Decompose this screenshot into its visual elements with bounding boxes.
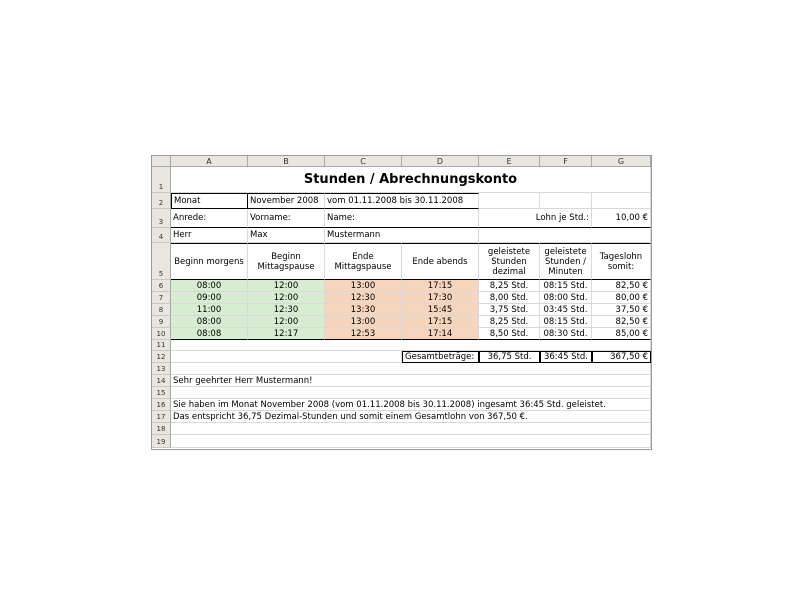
table-cell[interactable]: 13:00 (325, 316, 402, 328)
row-header-6[interactable]: 6 (152, 280, 171, 292)
row-header-13[interactable]: 13 (152, 363, 171, 375)
table-cell[interactable]: 13:30 (325, 304, 402, 316)
table-cell[interactable]: 12:00 (248, 280, 325, 292)
cell-f2[interactable] (540, 193, 592, 209)
row-header-16[interactable]: 16 (152, 399, 171, 411)
row-header-15[interactable]: 15 (152, 387, 171, 399)
date-range-cell[interactable]: vom 01.11.2008 bis 30.11.2008 (325, 193, 479, 209)
table-cell[interactable]: 08:30 Std. (540, 328, 592, 340)
table-cell[interactable]: 8,50 Std. (479, 328, 540, 340)
table-cell[interactable]: 82,50 € (592, 280, 651, 292)
row-header-7[interactable]: 7 (152, 292, 171, 304)
table-cell[interactable]: 17:14 (402, 328, 479, 340)
lohn-label-cell[interactable]: Lohn je Std.: (479, 209, 592, 228)
table-cell[interactable]: 09:00 (171, 292, 248, 304)
monat-label-cell[interactable]: Monat (171, 193, 248, 209)
table-cell[interactable]: 12:30 (248, 304, 325, 316)
total-lohn-cell[interactable]: 367,50 € (592, 351, 651, 363)
column-header-d[interactable]: D (402, 156, 479, 167)
table-cell[interactable]: 13:00 (325, 280, 402, 292)
anrede-value-cell[interactable]: Herr (171, 228, 248, 243)
header-beginn-mittagspause[interactable]: Beginn Mittagspause (248, 243, 325, 280)
table-cell[interactable]: 12:00 (248, 316, 325, 328)
table-cell[interactable]: 8,25 Std. (479, 280, 540, 292)
table-cell[interactable]: 08:08 (171, 328, 248, 340)
empty-row-18[interactable] (171, 423, 651, 435)
summary-line-17[interactable]: Das entspricht 36,75 Dezimal-Stunden und somit einem Gesamtlohn von 367,50 €. (171, 411, 651, 423)
cell-e2[interactable] (479, 193, 540, 209)
table-cell[interactable]: 03:45 Std. (540, 304, 592, 316)
row-header-11[interactable]: 11 (152, 340, 171, 351)
row-header-8[interactable]: 8 (152, 304, 171, 316)
row-header-3[interactable]: 3 (152, 209, 171, 228)
select-all-corner[interactable] (152, 156, 171, 167)
name-label-cell[interactable]: Name: (325, 209, 479, 228)
column-header-f[interactable]: F (540, 156, 592, 167)
column-header-g[interactable]: G (592, 156, 651, 167)
table-cell[interactable]: 37,50 € (592, 304, 651, 316)
lohn-value-cell[interactable]: 10,00 € (592, 209, 651, 228)
table-cell[interactable]: 08:00 Std. (540, 292, 592, 304)
anrede-label-cell[interactable]: Anrede: (171, 209, 248, 228)
column-header-e[interactable]: E (479, 156, 540, 167)
row-header-9[interactable]: 9 (152, 316, 171, 328)
cell-g2[interactable] (592, 193, 651, 209)
table-cell[interactable]: 08:15 Std. (540, 280, 592, 292)
header-stunden-dezimal[interactable]: geleistete Stunden dezimal (479, 243, 540, 280)
name-value-cell[interactable]: Mustermann (325, 228, 479, 243)
column-header-b[interactable]: B (248, 156, 325, 167)
total-minuten-cell[interactable]: 36:45 Std. (540, 351, 592, 363)
table-cell[interactable]: 08:15 Std. (540, 316, 592, 328)
totals-label-cell[interactable]: Gesamtbeträge: (402, 351, 479, 363)
empty-row-19[interactable] (171, 435, 651, 448)
empty-row-11[interactable] (171, 340, 651, 351)
summary-line-16[interactable]: Sie haben im Monat November 2008 (vom 01.11.2008 bis 30.11.2008) ingesamt 36:45 Std. geleistet. (171, 399, 651, 411)
row-header-1[interactable]: 1 (152, 167, 171, 193)
table-cell[interactable]: 11:00 (171, 304, 248, 316)
table-cell[interactable]: 12:00 (248, 292, 325, 304)
table-cell[interactable]: 15:45 (402, 304, 479, 316)
cell-e4[interactable] (479, 228, 651, 243)
header-tageslohn[interactable]: Tageslohn somit: (592, 243, 651, 280)
header-ende-mittagspause[interactable]: Ende Mittagspause (325, 243, 402, 280)
row-header-14[interactable]: 14 (152, 375, 171, 387)
table-cell[interactable]: 8,00 Std. (479, 292, 540, 304)
table-cell[interactable]: 17:30 (402, 292, 479, 304)
table-cell[interactable]: 85,00 € (592, 328, 651, 340)
row-header-17[interactable]: 17 (152, 411, 171, 423)
row-header-19[interactable]: 19 (152, 435, 171, 448)
vorname-value-cell[interactable]: Max (248, 228, 325, 243)
sheet-title: Stunden / Abrechnungskonto (171, 167, 651, 193)
monat-value-cell[interactable]: November 2008 (248, 193, 325, 209)
row-header-5[interactable]: 5 (152, 243, 171, 280)
empty-totals-lead[interactable] (171, 351, 402, 363)
row-header-2[interactable]: 2 (152, 193, 171, 209)
row-header-10[interactable]: 10 (152, 328, 171, 340)
row-header-18[interactable]: 18 (152, 423, 171, 435)
spreadsheet-grid (151, 155, 652, 450)
table-cell[interactable]: 12:53 (325, 328, 402, 340)
table-cell[interactable]: 08:00 (171, 280, 248, 292)
empty-row-13[interactable] (171, 363, 651, 375)
row-header-12[interactable]: 12 (152, 351, 171, 363)
row-header-4[interactable]: 4 (152, 228, 171, 243)
header-beginn-morgens[interactable]: Beginn morgens (171, 243, 248, 280)
header-ende-abends[interactable]: Ende abends (402, 243, 479, 280)
column-header-a[interactable]: A (171, 156, 248, 167)
vorname-label-cell[interactable]: Vorname: (248, 209, 325, 228)
table-cell[interactable]: 12:30 (325, 292, 402, 304)
header-stunden-minuten[interactable]: geleistete Stunden / Minuten (540, 243, 592, 280)
greeting-cell[interactable]: Sehr geehrter Herr Mustermann! (171, 375, 651, 387)
column-header-c[interactable]: C (325, 156, 402, 167)
table-cell[interactable]: 17:15 (402, 316, 479, 328)
empty-row-15[interactable] (171, 387, 651, 399)
table-cell[interactable]: 80,00 € (592, 292, 651, 304)
table-cell[interactable]: 8,25 Std. (479, 316, 540, 328)
table-cell[interactable]: 82,50 € (592, 316, 651, 328)
table-cell[interactable]: 12:17 (248, 328, 325, 340)
table-cell[interactable]: 08:00 (171, 316, 248, 328)
table-cell[interactable]: 17:15 (402, 280, 479, 292)
total-dezimal-cell[interactable]: 36,75 Std. (479, 351, 540, 363)
table-cell[interactable]: 3,75 Std. (479, 304, 540, 316)
